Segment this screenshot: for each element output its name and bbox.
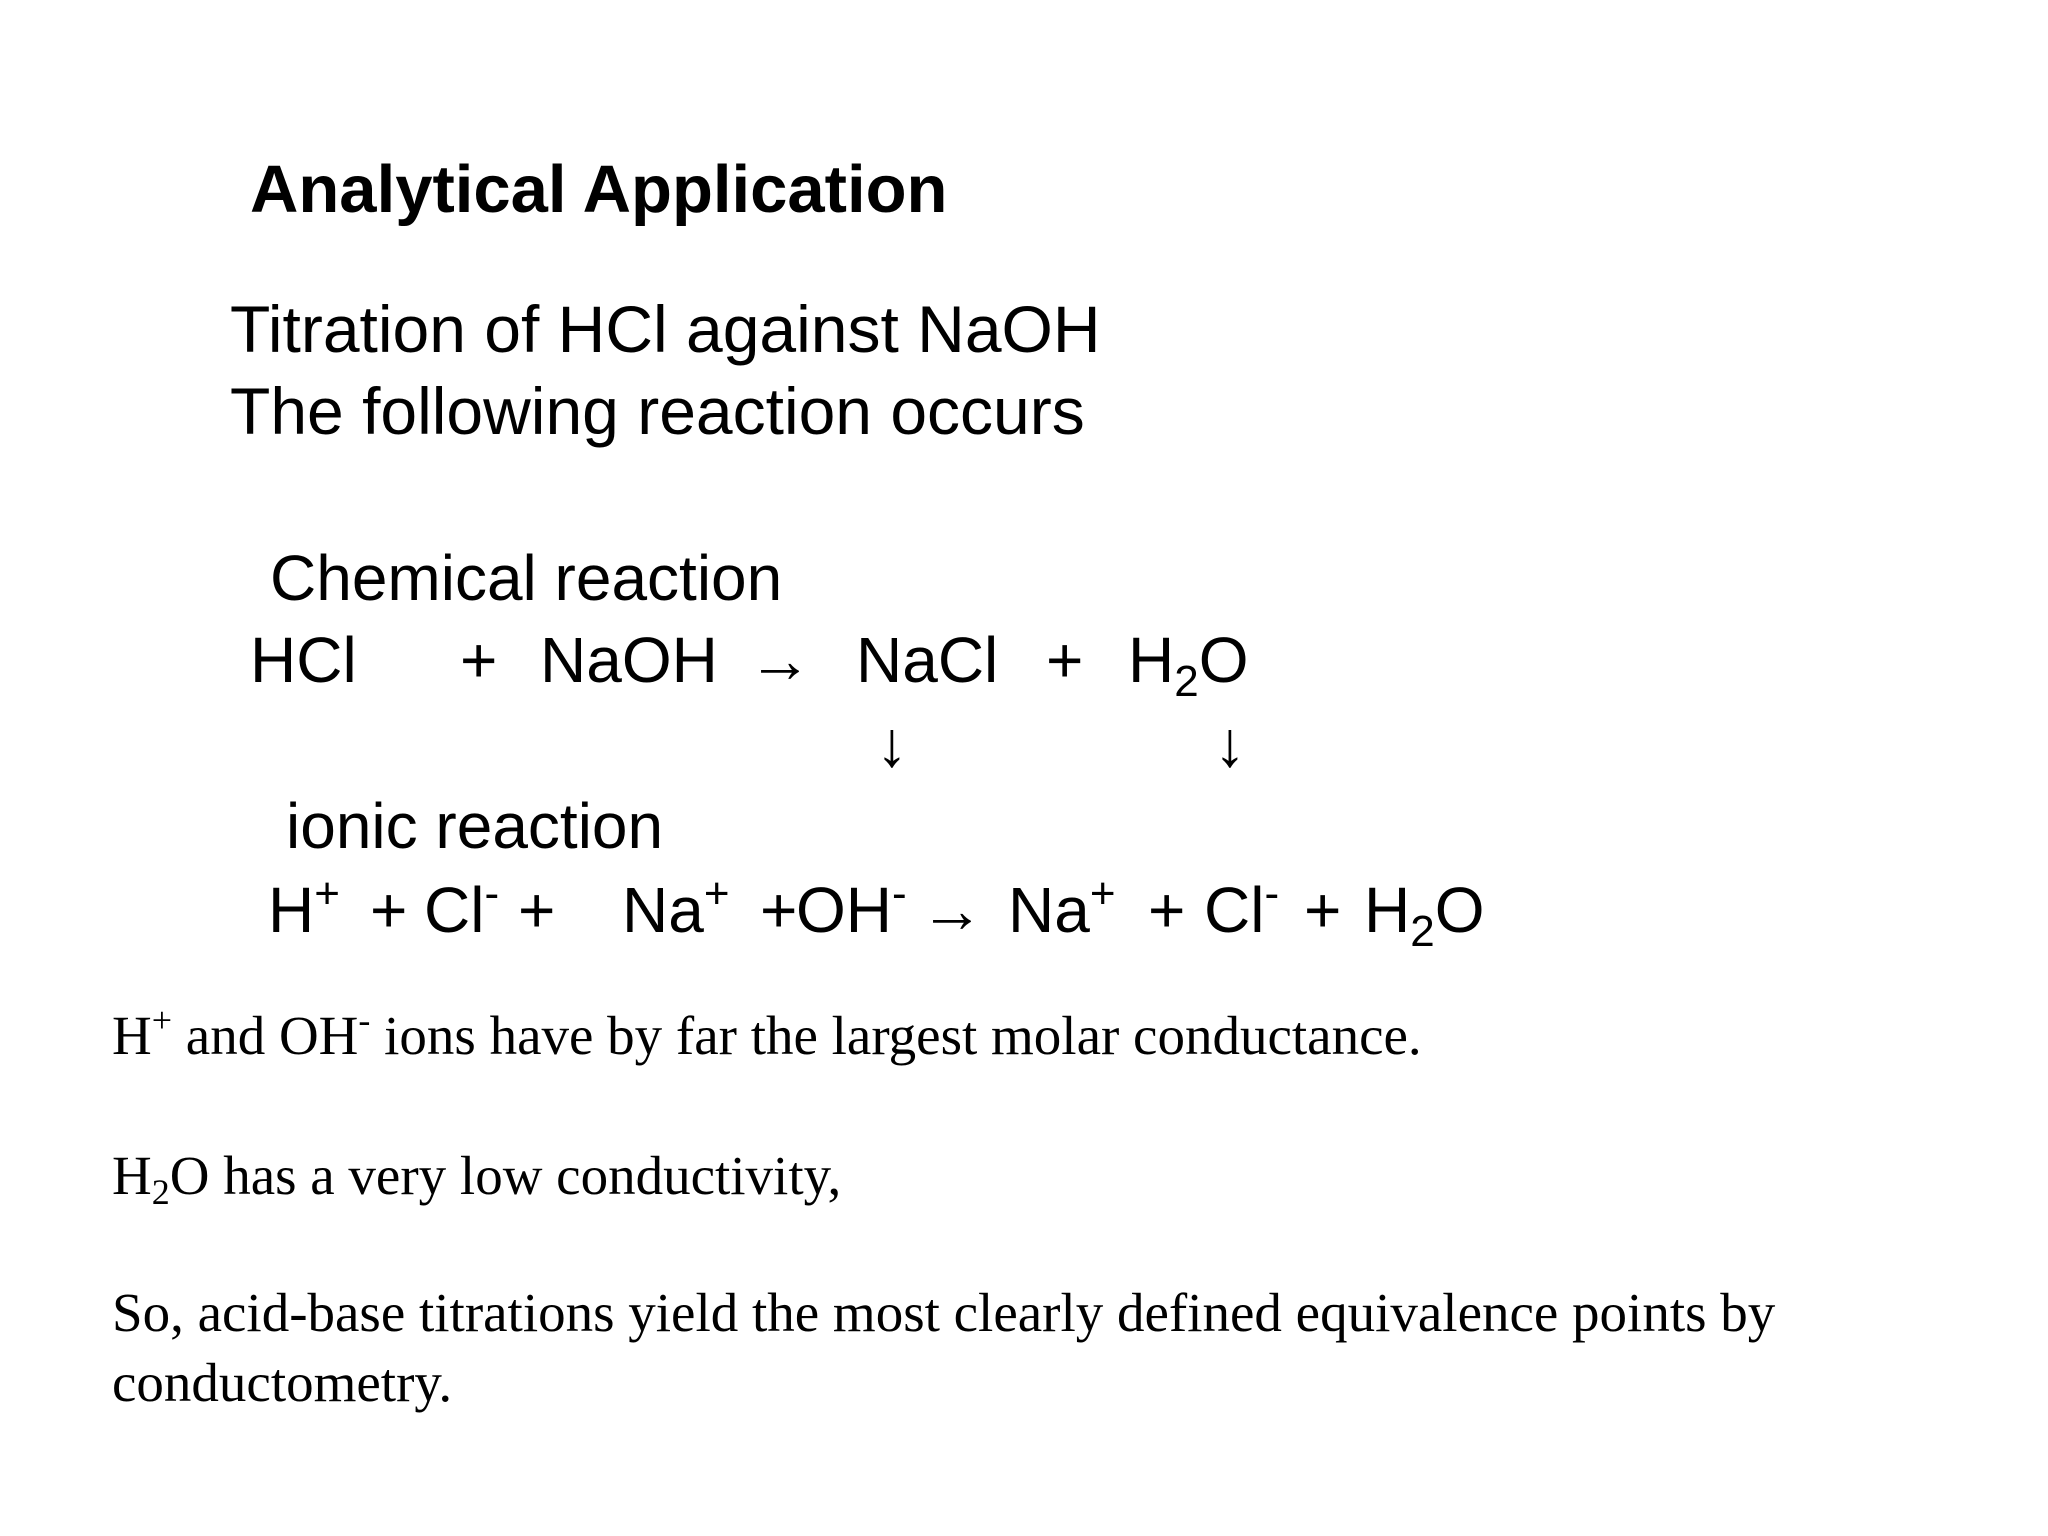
down-arrow-water: ↓ [1214,708,1246,780]
charge-superscript: - [892,869,907,918]
plus-sign: + [460,624,498,696]
subtitle-line-1: Titration of HCl against NaOH [230,292,1101,366]
water-h: H [1128,624,1175,696]
ionic-reaction-label: ionic reaction [286,790,664,862]
ion-na-plus: Na+ [622,869,730,946]
plus-sign: + [370,874,408,946]
ion-water: $H_2O$ [1364,874,1485,956]
charge-superscript: - [484,869,500,918]
plus-sign: + [1148,874,1186,946]
statement-water-conductivity: $H_2O$ has a very low conductivity, [112,1145,842,1212]
water-subscript: 2 [151,1172,170,1212]
statement-conclusion: So, acid-base titrations yield the most clearly defined equivalence points by conductometry. [112,1282,1776,1413]
plus-sign: + [760,874,798,946]
subtitle-line-2: The following reaction occurs [230,374,1085,448]
statement-molar-conductance: H+ and OH- ions have by far the largest molar conductance. [112,1000,1422,1066]
water-o: O [1198,624,1249,696]
charge-superscript: + [151,1000,173,1040]
charge-superscript: + [1089,869,1116,918]
slide-title: Analytical Application [250,152,948,227]
ion-cl-minus: Cl- [1204,869,1280,946]
reactant-hcl: HCl [250,624,357,696]
ion-na-plus: Na+ [1008,869,1116,946]
charge-superscript: + [314,869,340,918]
product-water [1128,624,1249,706]
down-arrow-nacl: ↓ [876,708,908,780]
charge-superscript: + [703,869,730,918]
ion-oh-minus: OH- [796,869,907,946]
plus-sign: + [1046,624,1084,696]
charge-superscript: - [358,1000,371,1040]
water-subscript: 2 [1174,657,1199,706]
reactant-naoh: NaOH [540,624,718,696]
product-nacl: NaCl [856,624,999,696]
plus-sign: + [518,874,556,946]
ion-cl-minus: Cl- [424,869,500,946]
ion-h-plus: H+ [268,869,340,946]
water-subscript: 2 [1410,907,1435,956]
plus-sign: + [1304,874,1342,946]
charge-superscript: - [1264,869,1280,918]
chemical-reaction-label: Chemical reaction [270,542,783,614]
reaction-arrow: → [748,624,812,696]
reaction-arrow: → [920,874,984,946]
